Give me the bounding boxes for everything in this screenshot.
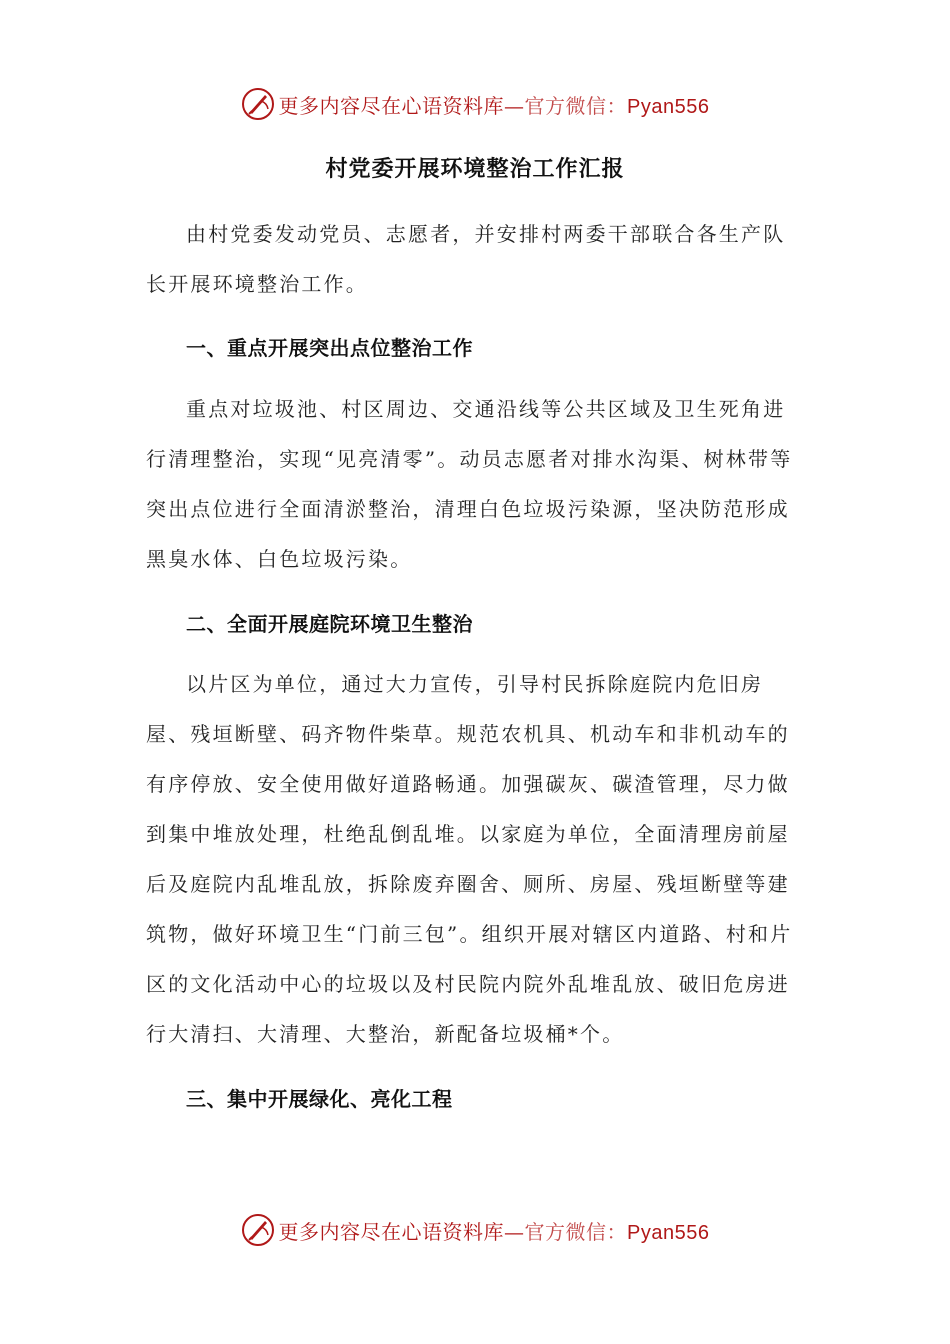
section-3-heading: 三、集中开展绿化、亮化工程 <box>186 1087 453 1111</box>
banner-text <box>279 1216 710 1245</box>
document-title: 村党委开展环境整治工作汇报 <box>325 156 625 182</box>
banner-main-text: 更多内容尽在心语资料库 <box>278 1219 505 1244</box>
section-2-body: 以片区为单位，通过大力宣传，引导村民拆除庭院内危旧房屋、残垣断壁、码齐物件柴草。规范农机具、机动车和非机动车的有序停放、安全使用做好道路畅通。加强碳灰、碳渣管理，尽力做到集中堆放处理，杜绝乱倒乱堆。以家庭为单位，全面清理房前屋后及庭院内乱堆乱放，拆除废弃圈舍、厕所、房屋、残垣断壁等建筑物，做好环境卫生“门前三包”。组织开展对辖区内道路、村和片区的文化活动中心的垃圾以及村民院内院外乱堆乱放、破旧危房进行大清扫、大清理、大整治，新配备垃圾桶*个。 <box>146 672 793 1046</box>
intro-paragraph: 由村党委发动党员、志愿者，并安排村两委干部联合各生产队长开展环境整治工作。 <box>146 222 786 296</box>
footer-banner <box>0 1210 950 1250</box>
header-banner <box>0 84 950 124</box>
banner-dash: — <box>504 1219 525 1244</box>
banner-dash: — <box>504 93 525 118</box>
banner-wechat-label: 官方微信： <box>524 93 628 118</box>
banner-wechat-id: Pyan556 <box>627 1221 710 1244</box>
quill-logo-icon <box>241 87 275 121</box>
banner-main-text: 更多内容尽在心语资料库 <box>278 93 505 118</box>
quill-logo-icon <box>241 1213 275 1247</box>
banner-text <box>279 90 710 119</box>
section-1-body: 重点对垃圾池、村区周边、交通沿线等公共区域及卫生死角进行清理整治，实现“见亮清零”。动员志愿者对排水沟渠、树林带等突出点位进行全面清淤整治，清理白色垃圾污染源，坚决防范形成黑臭水体、白色垃圾污染。 <box>146 397 793 571</box>
section-1-heading: 一、重点开展突出点位整治工作 <box>186 336 473 360</box>
section-2-heading: 二、全面开展庭院环境卫生整治 <box>186 612 473 636</box>
banner-wechat-label: 官方微信： <box>524 1219 628 1244</box>
banner-wechat-id: Pyan556 <box>627 95 710 118</box>
